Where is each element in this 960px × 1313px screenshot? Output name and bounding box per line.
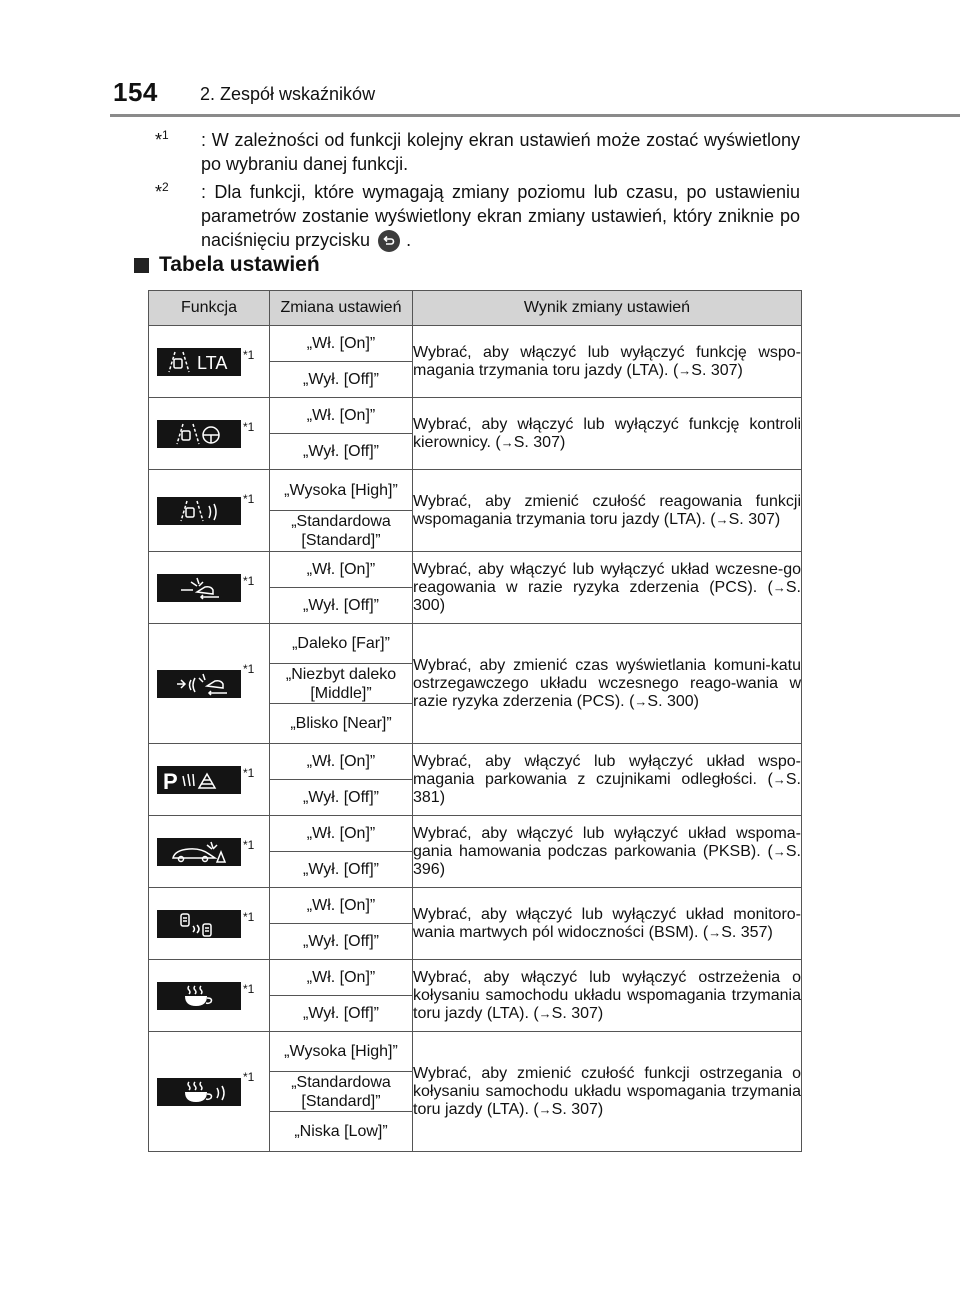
setting-option: „Wył. [Off]” bbox=[270, 852, 413, 888]
page-reference: S. 307) bbox=[551, 1100, 604, 1118]
setting-option: „Wył. [Off]” bbox=[270, 780, 413, 816]
page-reference: S. 396) bbox=[413, 842, 801, 878]
footnote-text: : W zależności od funkcji kolejny ekran ustawień może zostać wyświetlony po wybraniu danej funkcji. bbox=[201, 130, 800, 174]
page-reference: S. 300) bbox=[413, 578, 801, 614]
function-cell bbox=[149, 470, 270, 552]
function-cell bbox=[149, 398, 270, 470]
table-row bbox=[149, 888, 802, 924]
table-row bbox=[149, 326, 802, 362]
footnote-ref: *1 bbox=[243, 838, 255, 852]
footnote-mark: * bbox=[155, 182, 163, 202]
column-header: Funkcja bbox=[149, 291, 270, 326]
page-reference: S. 381) bbox=[413, 770, 801, 806]
page-reference: S. 307) bbox=[551, 1004, 604, 1022]
footnote-ref: *1 bbox=[243, 348, 255, 362]
setting-option: „Wył. [Off]” bbox=[270, 924, 413, 960]
coffee-cup-sensitivity-icon bbox=[157, 1078, 241, 1106]
setting-option: „Niska [Low]” bbox=[270, 1112, 413, 1152]
column-header: Zmiana ustawień bbox=[270, 291, 413, 326]
footnotes bbox=[155, 128, 800, 256]
footnote-ref: *1 bbox=[243, 766, 255, 780]
table-row bbox=[149, 624, 802, 664]
arrow-icon: → bbox=[634, 693, 648, 709]
icon-label: LTA bbox=[197, 352, 228, 373]
footnote-2 bbox=[155, 180, 800, 252]
arrow-icon: → bbox=[678, 362, 692, 378]
page-reference: S. 307) bbox=[513, 433, 566, 451]
setting-option: „Wył. [Off]” bbox=[270, 362, 413, 398]
function-cell bbox=[149, 1032, 270, 1152]
setting-option: „Standardowa [Standard]” bbox=[270, 1072, 413, 1112]
page-reference: S. 300) bbox=[647, 692, 699, 710]
parking-sensor-icon bbox=[157, 766, 241, 794]
setting-option: „Wysoka [High]” bbox=[270, 470, 413, 511]
footnote-text: : Dla funkcji, które wymagają zmiany poziomu lub czasu, po ustawieniu parametrów zostanie wyświetlony ekran zmiany ustawień, który zniknie po naciśnięciu przycisku bbox=[201, 182, 800, 250]
function-cell bbox=[149, 326, 270, 398]
arrow-icon: → bbox=[708, 924, 722, 940]
table-header-row bbox=[149, 291, 802, 326]
setting-option: „Wł. [On]” bbox=[270, 552, 413, 588]
footnote-ref: *1 bbox=[243, 662, 255, 676]
arrow-icon: → bbox=[772, 771, 786, 787]
column-header: Wynik zmiany ustawień bbox=[413, 291, 802, 326]
page-reference: S. 357) bbox=[721, 923, 773, 941]
back-button-icon bbox=[378, 230, 400, 252]
result-text: Wybrać, aby włączyć lub wyłączyć układ wspoma-gania hamowania podczas parkowania (PKSB). ( bbox=[413, 824, 801, 860]
setting-option: „Wł. [On]” bbox=[270, 326, 413, 362]
arrow-icon: → bbox=[772, 843, 786, 859]
table-row bbox=[149, 552, 802, 588]
footnote-1 bbox=[155, 128, 800, 176]
table-row bbox=[149, 816, 802, 852]
setting-result bbox=[413, 624, 802, 744]
result-text: Wybrać, aby włączyć lub wyłączyć układ monitoro-wania martwych pól widoczności (BSM). ( bbox=[413, 905, 801, 941]
function-cell bbox=[149, 816, 270, 888]
svg-text:P: P bbox=[163, 768, 178, 794]
setting-option: „Wł. [On]” bbox=[270, 816, 413, 852]
result-text: Wybrać, aby zmienić czułość reagowania funkcji wspomagania trzymania toru jazdy (LTA). ( bbox=[413, 492, 801, 528]
setting-option: „Wył. [Off]” bbox=[270, 996, 413, 1032]
footnote-ref: *1 bbox=[243, 420, 255, 434]
setting-option: „Wł. [On]” bbox=[270, 960, 413, 996]
setting-option: „Wył. [Off]” bbox=[270, 434, 413, 470]
arrow-icon: → bbox=[772, 579, 786, 595]
footnote-text-end: . bbox=[406, 230, 412, 250]
footnote-ref: *1 bbox=[243, 492, 255, 506]
setting-result bbox=[413, 326, 802, 398]
footnote-ref: *1 bbox=[243, 574, 255, 588]
page-number: 154 bbox=[113, 77, 158, 107]
result-text: Wybrać, aby włączyć lub wyłączyć funkcję kontroli kierownicy. ( bbox=[413, 415, 801, 451]
setting-result bbox=[413, 470, 802, 552]
result-text: Wybrać, aby zmienić czułość funkcji ostrzegania o kołysaniu samochodu układu wspomagania trzymania toru jazdy (LTA). ( bbox=[413, 1064, 801, 1118]
setting-result bbox=[413, 888, 802, 960]
arrow-icon: → bbox=[500, 434, 514, 450]
footnote-mark: * bbox=[155, 130, 163, 150]
arrow-icon: → bbox=[715, 511, 729, 527]
footnote-number: 2 bbox=[162, 180, 169, 194]
result-text: Wybrać, aby zmienić czas wyświetlania komuni-katu ostrzegawczego układu wczesnego reago-wania w razie ryzyka zderzenia (PCS). ( bbox=[413, 656, 801, 710]
footnote-ref: *1 bbox=[243, 1070, 255, 1084]
pcs-icon bbox=[157, 574, 241, 602]
function-cell bbox=[149, 744, 270, 816]
square-bullet-icon bbox=[134, 258, 149, 273]
table-row bbox=[149, 960, 802, 996]
setting-result bbox=[413, 816, 802, 888]
function-cell bbox=[149, 552, 270, 624]
result-text: Wybrać, aby włączyć lub wyłączyć układ wspo-magania parkowania z czujnikami odległości. ( bbox=[413, 752, 801, 788]
lane-sensitivity-icon bbox=[157, 497, 241, 525]
footnote-number: 1 bbox=[162, 128, 169, 142]
setting-option: „Niezbyt daleko [Middle]” bbox=[270, 664, 413, 704]
setting-option: „Standardowa [Standard]” bbox=[270, 511, 413, 552]
section-heading: 2. Zespół wskaźników bbox=[200, 84, 376, 104]
setting-result bbox=[413, 744, 802, 816]
setting-result bbox=[413, 960, 802, 1032]
steering-control-icon bbox=[157, 420, 241, 448]
setting-result bbox=[413, 552, 802, 624]
result-text: Wybrać, aby włączyć lub wyłączyć ostrzeżenia o kołysaniu samochodu układu wspomagania trzymania toru jazdy (LTA). ( bbox=[413, 968, 801, 1022]
section-title bbox=[134, 253, 320, 277]
lta-icon bbox=[157, 348, 241, 376]
table-row bbox=[149, 398, 802, 434]
setting-option: „Blisko [Near]” bbox=[270, 704, 413, 744]
result-text: Wybrać, aby włączyć lub wyłączyć funkcję wspo-magania trzymania toru jazdy (LTA). ( bbox=[413, 343, 801, 379]
setting-result bbox=[413, 1032, 802, 1152]
page-reference: S. 307) bbox=[728, 510, 781, 528]
arrow-icon: → bbox=[538, 1101, 552, 1117]
setting-result bbox=[413, 398, 802, 470]
function-cell bbox=[149, 624, 270, 744]
pksb-icon bbox=[157, 838, 241, 866]
table-row bbox=[149, 470, 802, 511]
setting-option: „Wł. [On]” bbox=[270, 744, 413, 780]
bsm-icon bbox=[157, 910, 241, 938]
setting-option: „Wył. [Off]” bbox=[270, 588, 413, 624]
result-text: Wybrać, aby włączyć lub wyłączyć układ wczesne-go reagowania w razie ryzyka zderzenia (PCS). ( bbox=[413, 560, 801, 596]
header-divider bbox=[110, 114, 960, 117]
footnote-ref: *1 bbox=[243, 982, 255, 996]
arrow-icon: → bbox=[538, 1005, 552, 1021]
function-cell bbox=[149, 888, 270, 960]
table-row bbox=[149, 744, 802, 780]
settings-table bbox=[148, 290, 802, 1152]
coffee-cup-icon bbox=[157, 982, 241, 1010]
pcs-timing-icon bbox=[157, 670, 241, 698]
section-title-text: Tabela ustawień bbox=[159, 253, 320, 276]
footnote-ref: *1 bbox=[243, 910, 255, 924]
table-row bbox=[149, 1032, 802, 1072]
setting-option: „Wysoka [High]” bbox=[270, 1032, 413, 1072]
function-cell bbox=[149, 960, 270, 1032]
setting-option: „Wł. [On]” bbox=[270, 888, 413, 924]
page-reference: S. 307) bbox=[691, 361, 743, 379]
setting-option: „Daleko [Far]” bbox=[270, 624, 413, 664]
setting-option: „Wł. [On]” bbox=[270, 398, 413, 434]
